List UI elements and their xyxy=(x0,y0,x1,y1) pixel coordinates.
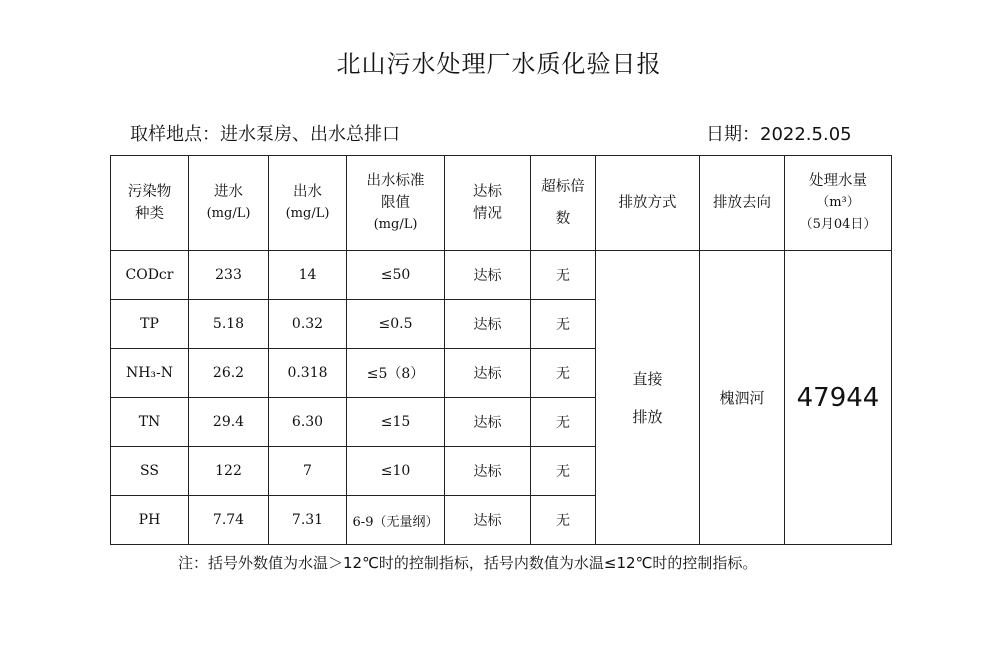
cell-status: 达标 xyxy=(445,300,531,349)
header-discharge-destination: 排放去向 xyxy=(700,156,785,251)
cell-exceed: 无 xyxy=(531,300,596,349)
header-outflow: 出水 (mg/L) xyxy=(269,156,347,251)
cell-inflow: 122 xyxy=(189,447,269,496)
header-volume: 处理水量 （m³） （5月04日） xyxy=(785,156,892,251)
cell-discharge-destination: 槐泗河 xyxy=(700,251,785,545)
cell-inflow: 29.4 xyxy=(189,398,269,447)
cell-exceed: 无 xyxy=(531,349,596,398)
cell-status: 达标 xyxy=(445,251,531,300)
cell-outflow: 7.31 xyxy=(269,496,347,545)
cell-discharge-method: 直接 排放 xyxy=(596,251,700,545)
header-exceed: 超标倍 数 xyxy=(531,156,596,251)
cell-inflow: 7.74 xyxy=(189,496,269,545)
cell-treated-volume: 47944 xyxy=(785,251,892,545)
header-inflow: 进水 (mg/L) xyxy=(189,156,269,251)
cell-exceed: 无 xyxy=(531,251,596,300)
cell-outflow: 6.30 xyxy=(269,398,347,447)
cell-limit: ≤15 xyxy=(347,398,445,447)
cell-limit: ≤10 xyxy=(347,447,445,496)
cell-limit: ≤50 xyxy=(347,251,445,300)
cell-inflow: 233 xyxy=(189,251,269,300)
header-limit: 出水标准 限值 (mg/L) xyxy=(347,156,445,251)
cell-inflow: 5.18 xyxy=(189,300,269,349)
water-quality-table xyxy=(110,155,892,545)
report-title: 北山污水处理厂水质化验日报 xyxy=(336,50,662,78)
cell-status: 达标 xyxy=(445,398,531,447)
header-status: 达标 情况 xyxy=(445,156,531,251)
cell-pollutant: CODcr xyxy=(111,251,189,300)
cell-pollutant: PH xyxy=(111,496,189,545)
cell-status: 达标 xyxy=(445,447,531,496)
cell-limit: ≤5（8） xyxy=(347,349,445,398)
footnote: 注：括号外数值为水温＞12℃时的控制指标，括号内数值为水温≤12℃时的控制指标。 xyxy=(178,554,758,572)
report-date: 日期：2022.5.05 xyxy=(706,124,852,145)
cell-inflow: 26.2 xyxy=(189,349,269,398)
cell-limit: 6-9（无量纲） xyxy=(347,496,445,545)
cell-outflow: 14 xyxy=(269,251,347,300)
header-row xyxy=(111,156,892,251)
cell-outflow: 0.318 xyxy=(269,349,347,398)
header-pollutant: 污染物 种类 xyxy=(111,156,189,251)
table-row xyxy=(111,251,892,300)
cell-pollutant: NH₃-N xyxy=(111,349,189,398)
cell-status: 达标 xyxy=(445,496,531,545)
cell-limit: ≤0.5 xyxy=(347,300,445,349)
cell-pollutant: SS xyxy=(111,447,189,496)
cell-pollutant: TN xyxy=(111,398,189,447)
cell-outflow: 0.32 xyxy=(269,300,347,349)
sampling-location: 取样地点：进水泵房、出水总排口 xyxy=(130,124,400,145)
cell-exceed: 无 xyxy=(531,447,596,496)
cell-status: 达标 xyxy=(445,349,531,398)
header-discharge-method: 排放方式 xyxy=(596,156,700,251)
cell-exceed: 无 xyxy=(531,496,596,545)
cell-pollutant: TP xyxy=(111,300,189,349)
cell-outflow: 7 xyxy=(269,447,347,496)
cell-exceed: 无 xyxy=(531,398,596,447)
